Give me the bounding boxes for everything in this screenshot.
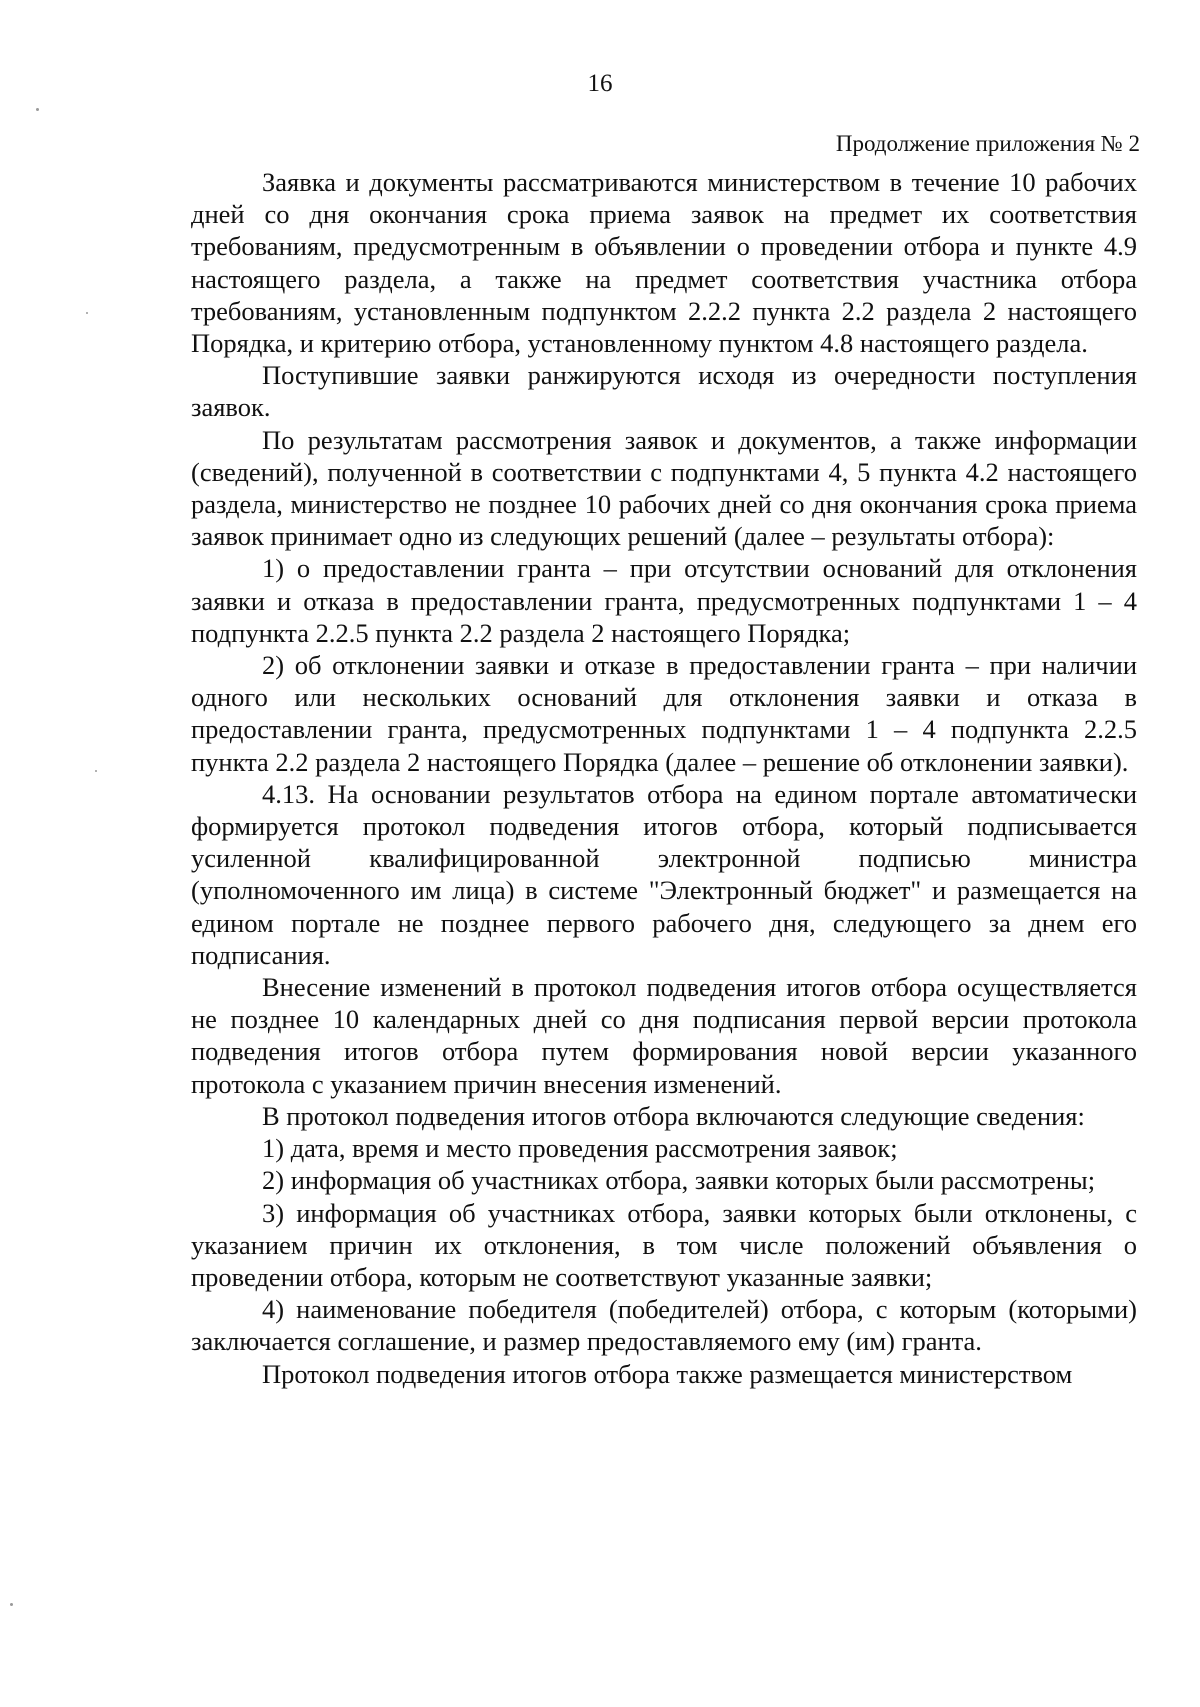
paragraph-protocol-contents-intro: В протокол подведения итогов отбора включаются следующие сведения: <box>262 1100 1085 1131</box>
scan-speck <box>95 770 97 772</box>
scan-speck <box>86 312 88 314</box>
paragraph-protocol-item-2: 2) информация об участниках отбора, заявки которых были рассмотрены; <box>262 1165 1096 1196</box>
scan-speck <box>10 1603 13 1606</box>
paragraph-review-terms: Заявка и документы рассматриваются министерством в течение 10 рабочих дней со дня окончания срока приема заявок на предмет их соответствия требованиям, предусмотренным в объявлении о проведении отбора и пункте 4.9 настоящего раздела, а также на предмет соответствия участника отбора требованиям, установленным подпунктом 2.2.2 пункта 2.2 раздела 2 настоящего Порядка, и критерию отбора, установленному пунктом 4.8 настоящего раздела. <box>191 167 1137 359</box>
document-body <box>191 166 1137 1390</box>
paragraph-decision-rejection: 2) об отклонении заявки и отказе в предоставлении гранта – при наличии одного или нескольких оснований для отклонения заявки и отказа в предоставлении гранта, предусмотренных подпунктами 1 – 4 подпункта 2.2.5 пункта 2.2 раздела 2 настоящего Порядка (далее – решение об отклонении заявки). <box>191 650 1137 777</box>
paragraph-protocol-item-1: 1) дата, время и место проведения рассмотрения заявок; <box>262 1133 898 1164</box>
page-number: 16 <box>587 70 613 97</box>
paragraph-protocol-item-4: 4) наименование победителя (победителей) отбора, с которым (которыми) заключается соглашение, и размер предоставляемого ему (им) гранта. <box>191 1294 1137 1357</box>
paragraph-protocol-publication: Протокол подведения итогов отбора также размещается министерством <box>262 1358 1073 1389</box>
paragraph-decision-intro: По результатам рассмотрения заявок и документов, а также информации (сведений), полученной в соответствии с подпунктами 4, 5 пункта 4.2 настоящего раздела, министерство не позднее 10 рабочих дней со дня окончания срока приема заявок принимает одно из следующих решений (далее – результаты отбора): <box>191 424 1137 552</box>
paragraph-protocol-item-3: 3) информация об участниках отбора, заявки которых были отклонены, с указанием причин их отклонения, в том числе положений объявления о проведении отбора, которым не соответствуют указанные заявки; <box>191 1197 1137 1292</box>
paragraph-protocol-amendments: Внесение изменений в протокол подведения итогов отбора осуществляется не позднее 10 календарных дней со дня подписания первой версии протокола подведения итогов отбора путем формирования новой версии указанного протокола с указанием причин внесения изменений. <box>191 972 1137 1099</box>
paragraph-decision-grant: 1) о предоставлении гранта – при отсутствии оснований для отклонения заявки и отказа в предоставлении гранта, предусмотренных подпунктами 1 – 4 подпункта 2.2.5 пункта 2.2 раздела 2 настоящего Порядка; <box>191 553 1137 648</box>
appendix-continuation-note: Продолжение приложения № 2 <box>835 131 1140 156</box>
scan-speck <box>36 108 39 111</box>
paragraph-section-4-13: 4.13. На основании результатов отбора на едином портале автоматически формируется протокол подведения итогов отбора, который подписывается усиленной квалифицированной электронной подписью министра (уполномоченного им лица) в системе "Электронный бюджет" и размещается на едином портале не позднее первого рабочего дня, следующего за днем его подписания. <box>191 778 1137 970</box>
paragraph-ranking: Поступившие заявки ранжируются исходя из очередности поступления заявок. <box>191 360 1137 423</box>
